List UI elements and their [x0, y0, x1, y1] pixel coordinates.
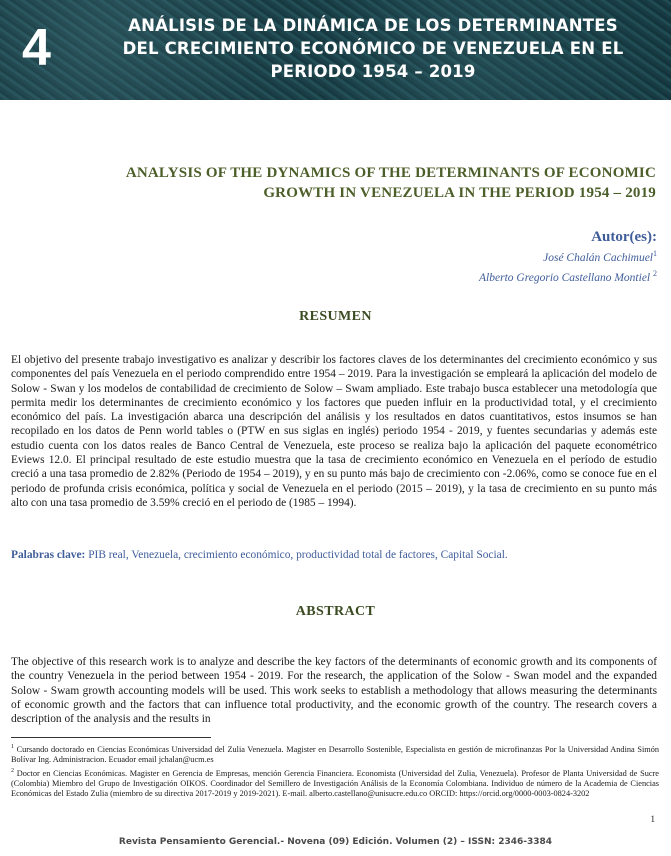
abstract-heading: ABSTRACT [295, 604, 376, 619]
footnote-text: Cursando doctorado en Ciencias Económicas Universidad del Zulia Venezuela. Magister en Desarrollo Sostenible, Especialista en gestión de microfinanzas Por la Universidad Andina Simón Bolívar Ing. Administracion. Ecuador email jchalan@ucm.es [11, 744, 659, 765]
spanish-title [88, 14, 658, 83]
footnote-1 [11, 742, 659, 766]
spanish-title-line: DEL CRECIMIENTO ECONÓMICO DE VENEZUELA EN EL [122, 39, 624, 58]
author-footnote-mark: 2 [653, 268, 657, 278]
author-2 [479, 266, 657, 286]
page-number: 1 [650, 814, 655, 824]
author-name: José Chalán Cachimuel [543, 251, 653, 264]
journal-footer: Revista Pensamiento Gerencial.- Novena (09) Edición. Volumen (2) – ISSN: 2346-3384 [118, 837, 553, 847]
footnote-mark: 1 [11, 744, 14, 750]
keywords-line [11, 549, 657, 561]
abstract-text: The objective of this research work is to analyze and describe the key factors of the determinants of economic growth and its components of the country Venezuela in the period between 1954 - 2019. For the research, the application of the Solow - Swan model and the expanded Solow - Swam growth accounting models will be used. This work seeks to establish a methodology that allows measuring the determinants of economic growth and the factors that can influence total productivity, and the economic growth of the country. The research covers a description of the analysis and the results in [11, 656, 657, 726]
chapter-number: 4 [22, 19, 51, 77]
author-footnote-mark: 1 [653, 249, 657, 258]
keywords-label: Palabras clave: [11, 549, 86, 561]
footnote-2 [11, 766, 659, 800]
spanish-title-line: ANÁLISIS DE LA DINÁMICA DE LOS DETERMINANTES [128, 16, 618, 35]
english-title-line: ANALYSIS OF THE DYNAMICS OF THE DETERMINANTS OF ECONOMIC [125, 165, 656, 181]
chapter-banner [0, 0, 671, 100]
english-title [20, 163, 656, 203]
keywords-list: PIB real, Venezuela, crecimiento económico, productividad total de factores, Capital Social. [85, 549, 508, 561]
footnote-text: Doctor en Ciencias Económicas. Magister en Gerencia de Empresas, mención Gerencia Financiera. Economista (Universidad del Zulia, Venezuela). Profesor de Planta Universidad de Sucre (Colombia) Miembro del Grupo de Investigación OIKOS. Coordinador del Semillero de Investigación Análisis de la Economía Colombiana. Individuo de número de la Academia de Ciencias Económicas del Estado Zulia (miembro de su directiva 2017-2019 y 2019-2021). E-mail. alberto.castellano@unisucre.edu.co ORCID: https://orcid.org/0000-0003-0824-3202 [11, 768, 659, 799]
resumen-heading: RESUMEN [299, 309, 372, 324]
footnote-divider [11, 737, 211, 738]
spanish-title-line: PERIODO 1954 – 2019 [270, 62, 476, 81]
author-name: Alberto Gregorio Castellano Montiel [479, 271, 653, 284]
english-title-line: GROWTH IN VENEZUELA IN THE PERIOD 1954 – 2019 [263, 185, 656, 201]
footnote-mark: 2 [11, 767, 14, 774]
authors-label: Autor(es): [591, 229, 657, 245]
resumen-text: El objetivo del presente trabajo investigativo es analizar y describir los factores claves de los determinantes del crecimiento económico y sus componentes del país Venezuela en el periodo comprendido entre 1954 – 2019. Para la investigación se empleará la aplicación del modelo de Solow - Swan y los modelos de contabilidad de crecimiento de Solow – Swam ampliado. Este trabajo busca establecer una metodología que permita medir los determinantes de crecimiento económico y los factores que pueden influir en la productividad total, y el crecimiento económico del país. La investigación abarca una descripción del análisis y los resultados en datos cuantitativos, estos insumos se han recopilado en los datos de Penn world tables o (PTW en sus siglas en inglés) periodo 1954 - 2019, y fuentes secundarias y además este estudio cuenta con los datos reales de Banco Central de Venezuela, este proceso se realiza bajo la aplicación del paquete econométrico Eviews 12.0. El principal resultado de este estudio muestra que la tasa de crecimiento económico en Venezuela en el período de estudio creció a una tasa promedio de 2.82% (Periodo de 1954 – 2019), y en su punto más bajo de crecimiento con -2.06%, como se conoce fue en el periodo de profunda crisis económica, política y social de Venezuela en el periodo (2015 – 2019), y la tasa de crecimiento en su punto más alto con una tasa promedio de 3.59% creció en el periodo de (1985 – 1994). [11, 354, 657, 509]
authors-block [479, 228, 657, 286]
author-1 [479, 246, 657, 266]
footnotes [11, 742, 659, 800]
